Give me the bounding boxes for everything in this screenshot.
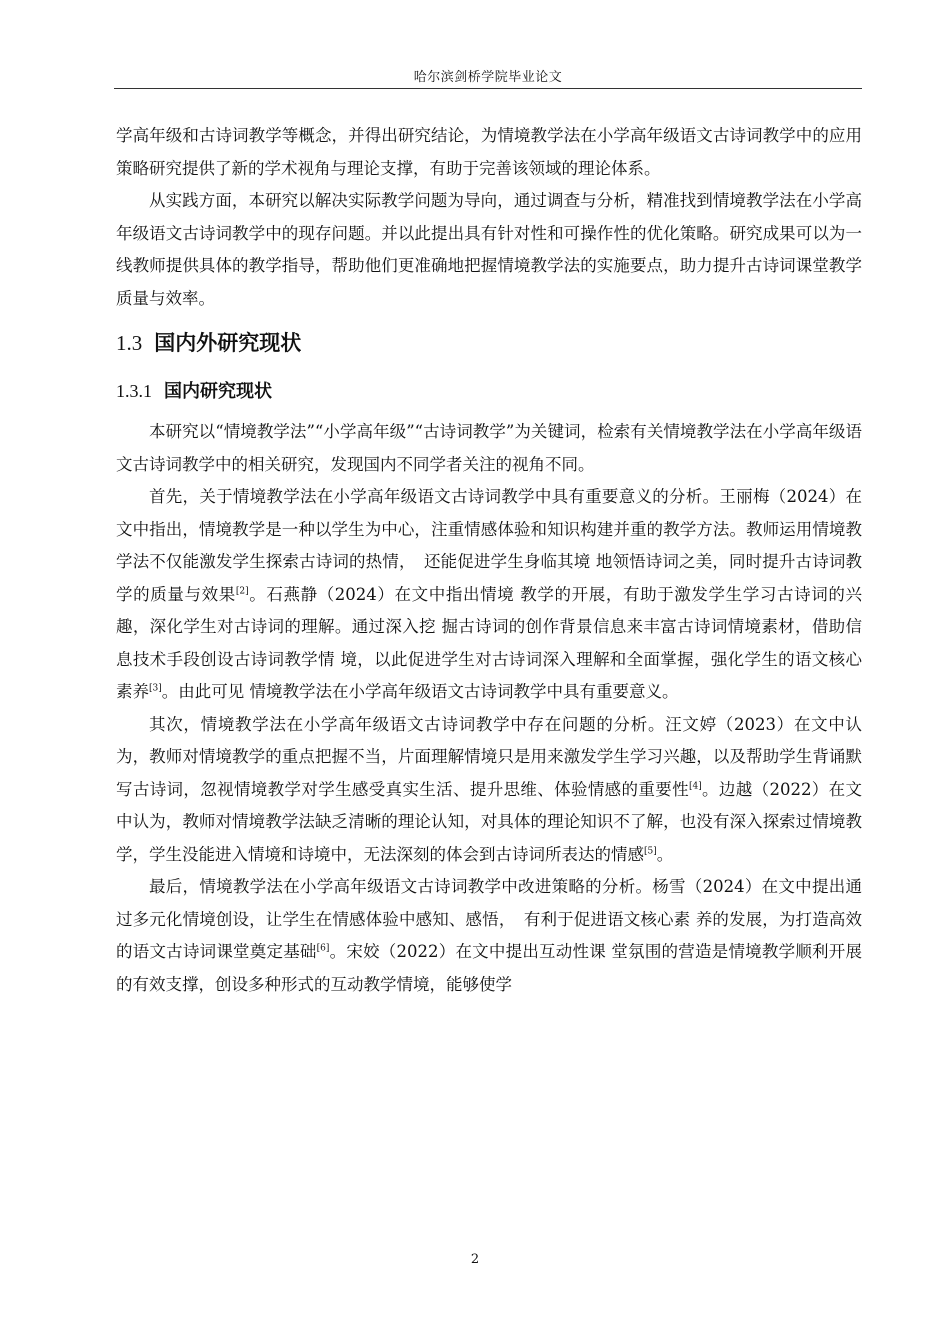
page-number: 2	[470, 1252, 480, 1267]
citation-ref: [2]	[235, 586, 249, 596]
subsection-heading	[116, 367, 862, 416]
paragraph-second	[116, 709, 862, 872]
paragraph-practice: 从实践方面，本研究以解决实际教学问题为导向，通过调查与分析，精准找到情境教学法在小学高年级语文古诗词教学中的现存问题。并以此提出具有针对性和可操作性的优化策略。研究成果可以为一线教师提供具体的教学指导，帮助他们更准确地把握情境教学法的实施要点，助力提升古诗词课堂教学质量与效率。	[116, 191, 862, 308]
citation-ref: [4]	[688, 781, 702, 791]
citation-ref: [3]	[149, 683, 162, 694]
text-run: 。石燕静（2024）在文中指出情境 教学的开展，有助于激发学生学习古诗词的兴趣，深化学生对古诗词的理解。通过深入挖 掘古诗词的创作背景信息来丰富古诗词情境素材，借助信息技术手段创设古诗词教学情 境，以此促进学生对古诗词深入理解和全面掌握，强化学生的语文核心素养	[116, 584, 862, 701]
section-title: 国内外研究现状	[154, 331, 302, 355]
text-run: 其次，情境教学法在小学高年级语文古诗词教学中存在问题的分析。汪文婷（2023）在文中认为，教师对情境教学的重点把握不当，片面理解情境只是用来激发学生学习兴趣，以及帮助学生背诵默写古诗词，忽视情境教学对学生感受真实生活、提升思维、体验情感的重要性	[116, 714, 862, 799]
citation-ref: [5]	[644, 846, 657, 856]
section-number: 1.3	[116, 331, 143, 355]
paragraph-intro: 本研究以“情境教学法”“小学高年级”“古诗词教学”为关键词，检索有关情境教学法在小学高年级语文古诗词教学中的相关研究，发现国内不同学者关注的视角不同。	[116, 422, 862, 474]
text-run: 。	[656, 844, 674, 864]
paragraph-first	[116, 481, 862, 709]
running-header: 哈尔滨剑桥学院毕业论文	[413, 70, 563, 85]
page-body	[116, 120, 862, 1001]
text-run: 最后，情境教学法在小学高年级语文古诗词教学中改进策略的分析。杨雪（2024）在文中提出通过多元化情境创设，让学生在情感体验中感知、感悟， 有利于促进语文核心素 养的发展，为打造高效的语文古诗词课堂奠定基础	[116, 877, 862, 961]
text-run: 首先，关于情境教学法在小学高年级语文古诗词教学中具有重要意义的分析。王丽梅（2024）在文中指出，情境教学是一种以学生为中心，注重情感体验和知识构建并重的教学方法。教师运用情境教学法不仅能激发学生探索古诗词的热情， 还能促进学生身临其境 地领悟诗词之美，同时提升古诗词教学的质量与效果	[116, 487, 862, 604]
citation-ref: [6]	[316, 943, 330, 954]
text-run: 。由此可见 情境教学法在小学高年级语文古诗词教学中具有重要意义。	[161, 682, 679, 701]
header-rule	[114, 88, 862, 89]
paragraph-continued: 学高年级和古诗词教学等概念，并得出研究结论，为情境教学法在小学高年级语文古诗词教学中的应用策略研究提供了新的学术视角与理论支撑，有助于完善该领域的理论体系。	[116, 126, 862, 178]
text-run: 。宋姣（2022）在文中提出互动性课 堂氛围的营造是情境教学顺利开展的有效支撑，创设多种形式的互动教学情境，能够使学	[116, 942, 862, 994]
subsection-title: 国内研究现状	[164, 381, 272, 402]
subsection-number: 1.3.1	[116, 381, 152, 401]
section-heading	[116, 319, 862, 367]
paragraph-third	[116, 871, 862, 1001]
text-run: 。边越（2022）在文中认为，教师对情境教学法缺乏清晰的理论认知，对具体的理论知识不了解，也没有深入探索过情境教学，学生没能进入情境和诗境中，无法深刻的体会到古诗词所表达的情感	[116, 779, 863, 864]
